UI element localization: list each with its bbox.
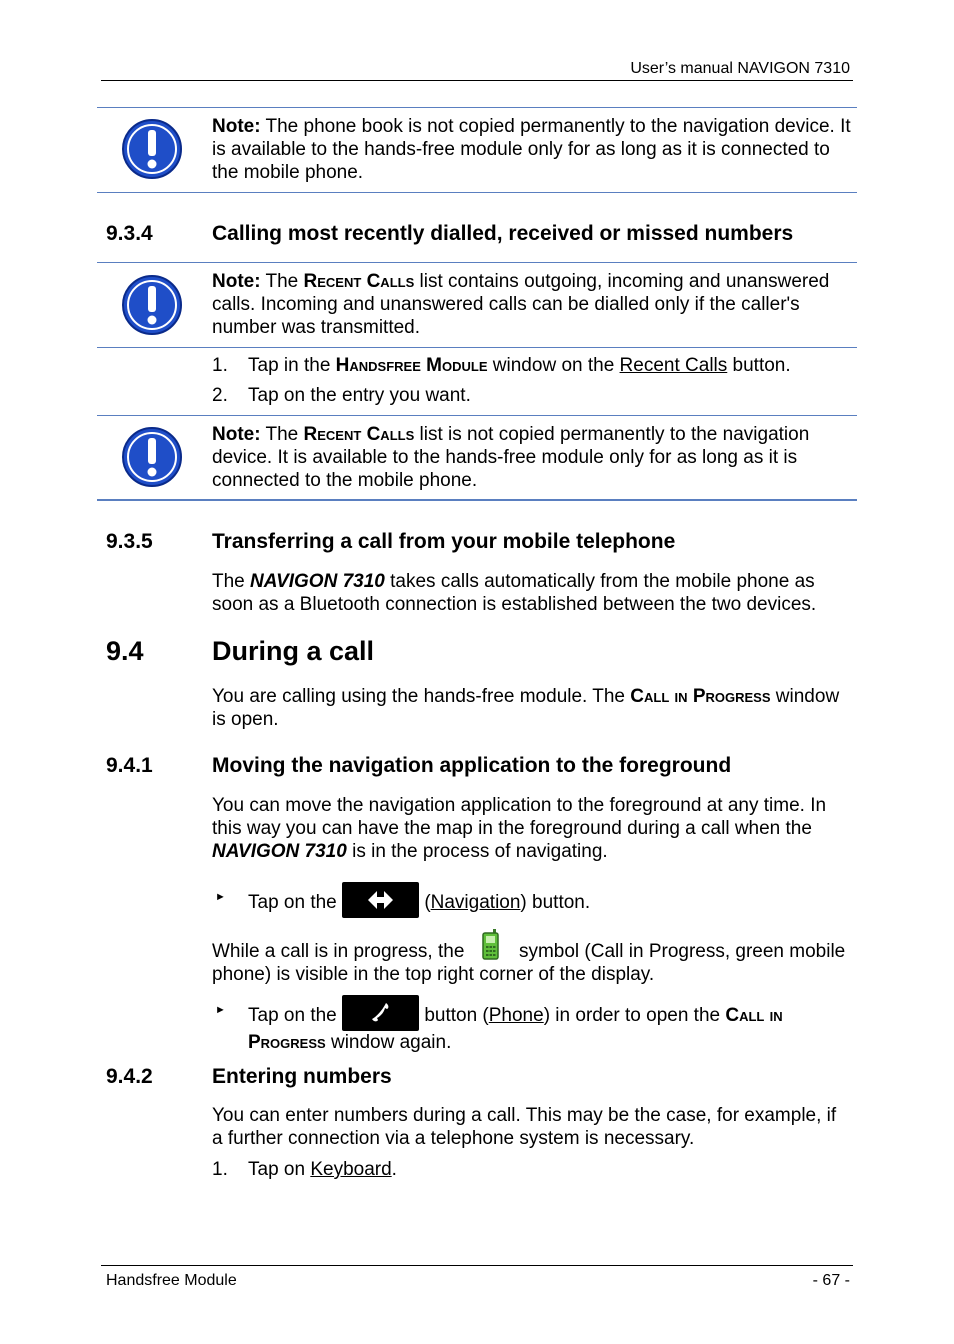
running-header: User’s manual NAVIGON 7310	[630, 60, 850, 77]
chapter-number: 9.4	[106, 636, 144, 666]
section-title: Transferring a call from your mobile telephone	[212, 530, 676, 553]
bullet-navigation: Tap on the (Navigation) button.	[248, 882, 848, 918]
step-number: 2.	[212, 385, 228, 406]
section-number: 9.3.5	[106, 530, 153, 553]
recent-calls-link[interactable]: Recent Calls	[619, 355, 728, 376]
section-title: Calling most recently dialled, received or missed numbers	[212, 222, 794, 245]
paragraph: You are calling using the hands-free module. The Call in Progress window is open.	[212, 686, 840, 730]
paragraph: You can enter numbers during a call. This may be the case, for example, if a further connection via a telephone system is necessary.	[212, 1105, 837, 1149]
bullet-phone: Tap on the button (Phone) in order to open the Call in Progress window again.	[248, 995, 848, 1054]
phone-green-icon	[480, 929, 502, 961]
step-number: 1.	[212, 355, 228, 376]
paragraph: The NAVIGON 7310 takes calls automatically from the mobile phone as soon as a Bluetooth connection is established between the two devices.	[212, 571, 817, 615]
note-top-rule	[97, 107, 857, 108]
section-title: Moving the navigation application to the foreground	[212, 754, 732, 777]
note-bottom-rule	[97, 499, 857, 501]
exclamation-icon	[121, 118, 183, 180]
exclamation-icon	[121, 426, 183, 488]
section-number: 9.4.2	[106, 1065, 153, 1088]
note-recent-calls: Note: The Recent Calls list contains outgoing, incoming and unanswered calls. Incoming and unanswered calls can be dialled only if the caller's number was transmitted.	[212, 271, 830, 338]
keyboard-link[interactable]: Keyboard	[310, 1159, 392, 1180]
step-1: Tap in the Handsfree Module window on the Recent Calls button.	[248, 355, 791, 376]
bullet-marker: ►	[215, 891, 226, 903]
header-rule	[101, 80, 853, 81]
step-2: Tap on the entry you want.	[248, 385, 471, 406]
exclamation-icon	[121, 274, 183, 336]
section-number: 9.3.4	[106, 222, 153, 245]
note-top-rule	[97, 415, 857, 416]
chapter-title: During a call	[212, 636, 375, 666]
section-title: Entering numbers	[212, 1065, 392, 1088]
paragraph: While a call is in progress, the symbol (Call in Progress, green mobile phone) is visible in the top right corner of the display.	[212, 929, 852, 986]
note-recent-calls-2: Note: The Recent Calls list is not copied permanently to the navigation device. It is available to the hands-free module only for as long as it is connected to the mobile phone.	[212, 424, 810, 491]
navigation-link[interactable]: Navigation	[430, 892, 521, 913]
note-bottom-rule	[97, 192, 857, 193]
paragraph: You can move the navigation application to the foreground at any time. In this way you can have the map in the foreground during a call when the NAVIGON 7310 is in the process of navigating.	[212, 795, 827, 862]
note-top-rule	[97, 262, 857, 263]
navigation-arrows-icon	[342, 882, 419, 918]
bullet-marker: ►	[215, 1004, 226, 1016]
step-1: Tap on Keyboard.	[248, 1159, 397, 1180]
section-number: 9.4.1	[106, 754, 153, 777]
step-number: 1.	[212, 1159, 228, 1180]
navigation-button-image[interactable]	[342, 882, 419, 918]
phone-button-image[interactable]	[342, 995, 419, 1031]
page-number: - 67 -	[812, 1272, 850, 1289]
phone-link[interactable]: Phone	[488, 1005, 544, 1026]
note-1: Note: The phone book is not copied permanently to the navigation device. It is available to the hands-free module only for as long as it is connected to the mobile phone.	[212, 116, 851, 183]
footer-rule	[101, 1265, 853, 1266]
note-bottom-rule	[97, 347, 857, 348]
footer-chapter: Handsfree Module	[106, 1272, 237, 1289]
phone-handset-icon	[342, 995, 419, 1031]
